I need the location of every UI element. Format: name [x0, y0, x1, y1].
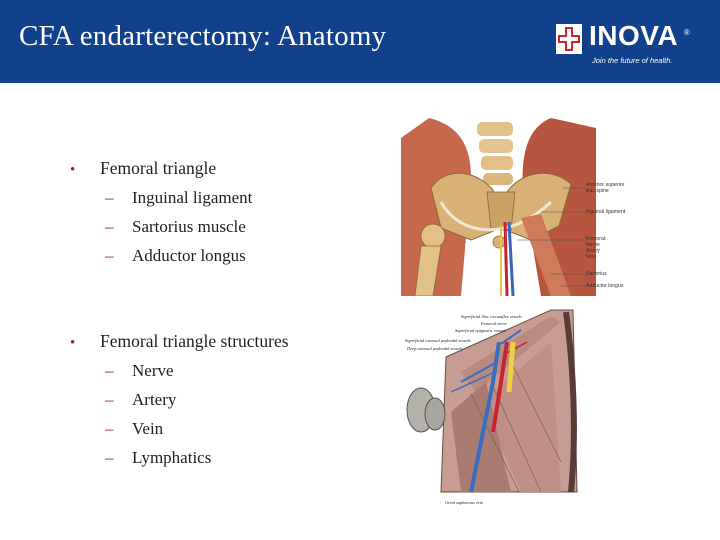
sub-bullet: – Sartorius muscle — [105, 217, 246, 236]
slide-header — [0, 0, 720, 83]
label-superficial-iliac: Superficial iliac circumflex vessels — [461, 314, 522, 319]
sub-bullet: – Lymphatics — [105, 448, 212, 467]
sub-bullet-text: Inguinal ligament — [132, 188, 253, 207]
pelvis-anatomy-figure — [401, 118, 641, 296]
inova-logo — [556, 22, 706, 68]
sub-bullet-text: Adductor longus — [132, 246, 246, 265]
bullet-text: Femoral triangle — [100, 158, 217, 178]
bullet-dot: • — [70, 162, 76, 178]
pelvis-illustration — [401, 118, 641, 296]
label-nerve: Nerve — [586, 242, 600, 248]
sub-bullet-text: Lymphatics — [132, 448, 212, 467]
bullet-dot: • — [70, 335, 76, 351]
sub-bullet-text: Artery — [132, 390, 177, 409]
femoral-dissection-figure — [401, 302, 581, 512]
label-artery: Artery — [586, 248, 600, 254]
inova-cross-icon — [556, 24, 582, 54]
sub-bullet-text: Sartorius muscle — [132, 217, 246, 236]
bullet-text: Femoral triangle structures — [100, 331, 289, 351]
bullet-item — [70, 158, 216, 179]
logo-registered: ® — [684, 28, 690, 37]
sub-bullet-text: Vein — [132, 419, 164, 438]
label-inguinal-ligament: Inguinal ligament — [586, 209, 626, 215]
label-iliac-spine: iliac spine — [586, 188, 609, 194]
label-vein: Vein — [586, 254, 597, 260]
bullet-item — [70, 331, 289, 352]
sub-bullet: – Adductor longus — [105, 246, 246, 265]
label-superficial-epigastric: Superficial epigastric vessels — [455, 328, 507, 333]
label-femoral-nerve: Femoral nerve — [481, 321, 507, 326]
label-deep-external-pudendal: Deep external pudendal vessels — [407, 346, 463, 351]
label-anterior-superior: Anterior superior — [586, 182, 625, 188]
label-adductor-longus: Adductor longus — [586, 283, 624, 289]
label-superficial-external-pudendal: Superficial external pudendal vessels — [405, 338, 471, 343]
slide-title: CFA endarterectomy: Anatomy — [19, 20, 387, 52]
sub-bullet-text: Nerve — [132, 361, 174, 380]
sub-bullet: – Inguinal ligament — [105, 188, 253, 207]
sub-bullet: – Artery — [105, 390, 177, 409]
dissection-illustration — [401, 302, 581, 512]
label-great-saphenous: Great saphenous vein — [445, 500, 484, 505]
label-femoral: Femoral: — [586, 236, 607, 242]
logo-tagline: Join the future of health. — [592, 56, 673, 65]
label-sartorius: Sartorius — [586, 271, 607, 277]
sub-bullet: – Nerve — [105, 361, 174, 380]
logo-wordmark: INOVA — [589, 20, 679, 51]
sub-bullet: – Vein — [105, 419, 164, 438]
